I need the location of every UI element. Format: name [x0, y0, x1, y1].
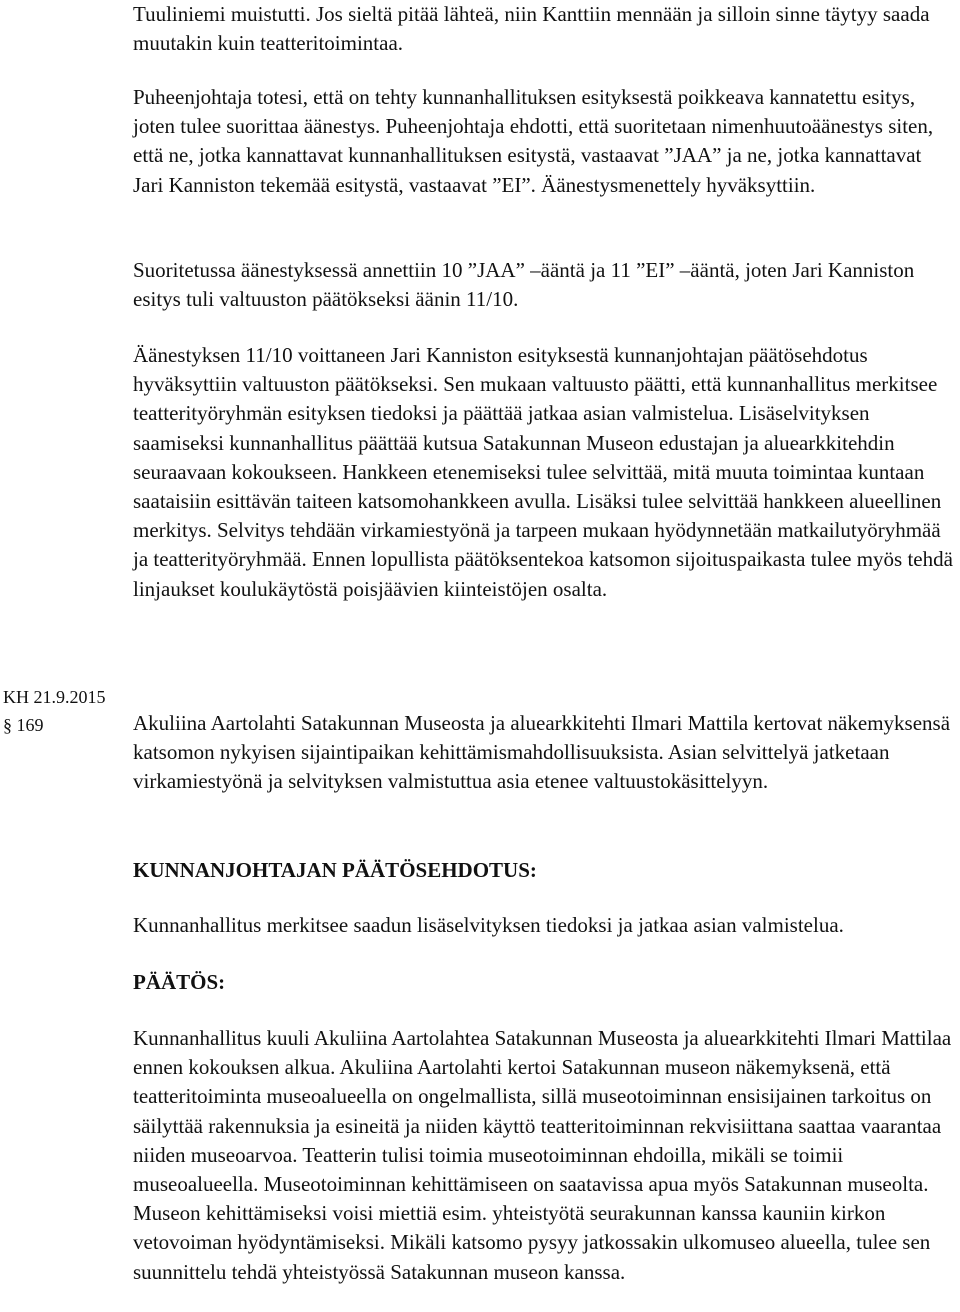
section-number: § 169: [3, 715, 44, 735]
paragraph-council-decision: Äänestyksen 11/10 voittaneen Jari Kanniston esityksestä kunnanjohtajan päätösehdotus hyväksyttiin valtuuston päätökseksi. Sen mukaan valtuusto päätti, että kunnanhallitus merkitsee teatterityöryhmän esityksen tiedoksi ja päättää jatkaa asian valmistelua. Lisäselvityksen saamiseksi kunnanhallitus päättää kutsua Satakunnan Museon edustajan ja aluearkkitehdin seuraavaan kokoukseen. Hankkeen etenemiseksi tulee selvittää, mitä muuta toimintaa kuntaan saataisiin esittävän taiteen katsomohankkeen avulla. Lisäksi tulee selvittää hankkeen alueellinen merkitys. Selvitys tehdään virkamiestyönä ja tarpeen mukaan hyödynnetään matkailutyöryhmää ja teatterityöryhmää. Ennen lopullista päätöksentekoa katsomon sijoituspaikasta tulee myös tehdä linjaukset koulukäytöstä poisjäävien kiinteistöjen osalta.: [133, 343, 953, 601]
paragraph-museum-visit: Akuliina Aartolahti Satakunnan Museosta ja aluearkkitehti Ilmari Mattila kertovat näkemyksensä katsomon nykyisen sijaintipaikan kehittämismahdollisuuksista. Asian selvittelyä jatketaan virkamiestyönä ja selvityksen valmistuttua asia etenee valtuustokäsittelyyn.: [133, 711, 951, 794]
paragraph-decision: Kunnanhallitus kuuli Akuliina Aartolahtea Satakunnan Museosta ja aluearkkitehti Ilmari Mattilaa ennen kokouksen alkua. Akuliina Aartolahti kertoi Satakunnan museon näkemyksenä, että teatteritoiminta museoalueella on ongelmallista, sillä museotoiminnan ensisijainen tarkoitus on säilyttää rakennuksia ja esineitä ja niiden käyttö teatteritoiminnan rekvisiittana saattaa vaarantaa niiden museoarvoa. Teatterin tulisi toimia museotoiminnan ehdoilla, mikäli se toimii museoalueella. Museotoiminnan kehittämiseen on saatavissa apua myös Satakunnan museolta. Museon kehittämiseksi voisi miettiä esim. yhteistyötä seurakunnan kanssa kauniin kirkon vetovoiman hyödyntämiseksi. Mikäli katsomo pysyy jatkossakin ulkomuseo alueella, tulee sen suunnittelu tehdä yhteistyössä Satakunnan museon kanssa.: [133, 1026, 952, 1284]
paragraph-tuuliniemi: Tuuliniemi muistutti. Jos sieltä pitää lähteä, niin Kanttiin mennään ja silloin sinne täytyy saada muutakin kuin teatteritoimintaa.: [133, 2, 930, 56]
paragraph-voting-result: Suoritetussa äänestyksessä annettiin 10 ”JAA” –ääntä ja 11 ”EI” –ääntä, joten Jari Kanniston esitys tuli valtuuston päätökseksi äänin 11/10.: [133, 258, 915, 312]
heading-proposal: KUNNANJOHTAJAN PÄÄTÖSEHDOTUS:: [133, 858, 537, 882]
meeting-label: KH 21.9.2015: [3, 687, 106, 707]
paragraph-voting-procedure: Puheenjohtaja totesi, että on tehty kunnanhallituksen esityksestä poikkeava kannatettu esitys, joten tulee suorittaa äänestys. Puheenjohtaja ehdotti, että suoritetaan nimenhuutoäänestys siten, että ne, jotka kannattavat kunnanhallituksen esitystä, vastaavat ”JAA” ja ne, jotka kannattavat Jari Kanniston tekemää esitystä, vastaavat ”EI”. Äänestysmenettely hyväksyttiin.: [133, 85, 934, 197]
heading-decision: PÄÄTÖS:: [133, 970, 226, 994]
paragraph-proposal: Kunnanhallitus merkitsee saadun lisäselvityksen tiedoksi ja jatkaa asian valmistelua.: [133, 913, 844, 937]
